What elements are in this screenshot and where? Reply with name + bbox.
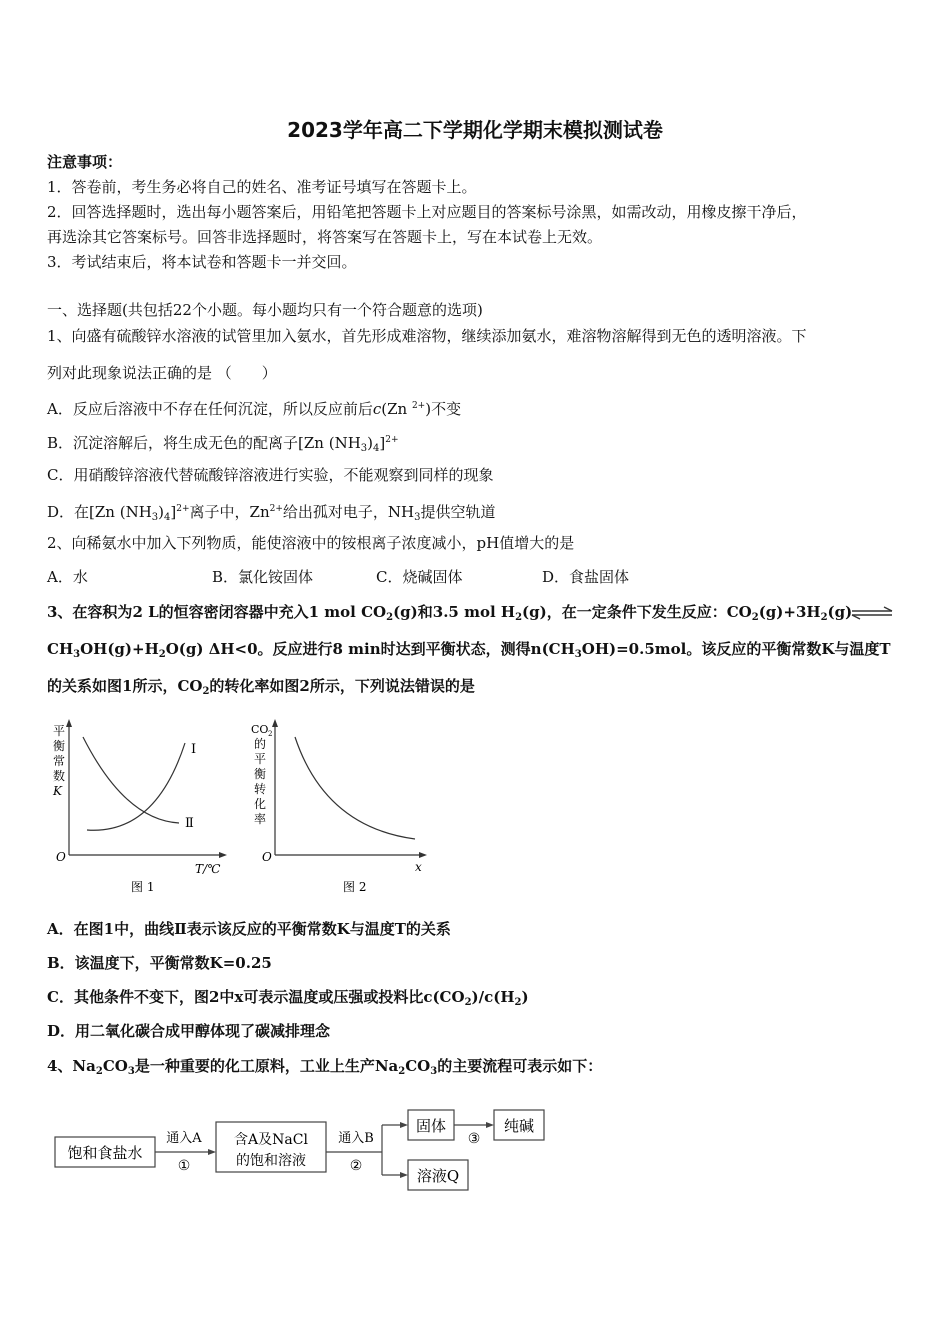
flow-arrow-2-label: 通入B [338, 1131, 374, 1146]
flow-box-solid-label: 固体 [415, 1117, 447, 1135]
notice-item-2: 2．回答选择题时，选出每小题答案后，用铅笔把答题卡上对应题目的答案标号涂黑，如需改动，用橡皮擦干净后， [47, 203, 807, 221]
fig2-y-arrow-icon [272, 719, 278, 727]
fig2-ylabel-char: 率 [254, 812, 267, 826]
q3-option-c: C．其他条件不变下，图2中x可表示温度或压强或投料比$c(CO_2)/c(H_2)$ [47, 988, 529, 1008]
fig1-curve-2-label: Ⅱ [185, 816, 194, 831]
flow-box-mixture-label-2: 的饱和溶液 [236, 1153, 306, 1169]
q1-stem-line2: 列对此现象说法正确的是 （ ） [47, 364, 277, 382]
q2-option-a: A．水 [47, 568, 88, 586]
flow-box-soda-label: 纯碱 [503, 1117, 535, 1135]
fig1-ylabel-char: 常 [53, 754, 66, 768]
q1-option-a: A．反应后溶液中不存在任何沉淀，所以反应前后c(Zn $^{2+}$)不变 [47, 400, 462, 418]
q1-option-d: D．在[Zn $(NH_3)_4]^{2+}$离子中，$Zn^{2+}$给出孤对电子，$NH_3$提供空轨道 [47, 503, 496, 523]
q3-option-b: B．该温度下，平衡常数K=0.25 [47, 954, 272, 972]
q4-stem: 4、$Na_2CO_3$是一种重要的化工原料，工业上生产$Na_2CO_3$的主要流程可表示如下： [47, 1057, 603, 1077]
flow-arrow-3-head-icon [486, 1122, 494, 1128]
fig2-ylabel-char: 平 [254, 752, 267, 766]
notice-item-2-cont: 再选涂其它答案标号。回答非选择题时，将答案写在答题卡上，写在本试卷上无效。 [47, 228, 603, 246]
flow-box-solution-q-label: 溶液Q [416, 1167, 460, 1185]
flow-arrow-1-head-icon [208, 1149, 216, 1155]
notice-item-3: 3．考试结束后，将本试卷和答题卡一并交回。 [47, 253, 357, 271]
flow-box-mixture-label-1: 含A及NaCl [234, 1132, 308, 1148]
q1-option-c: C．用硝酸锌溶液代替硫酸锌溶液进行实验，不能观察到同样的现象 [47, 466, 494, 484]
fig2-xlabel: x [415, 860, 422, 874]
fig1-ylabel-char: K [53, 784, 62, 798]
q3-option-a: A．在图1中，曲线Ⅱ表示该反应的平衡常数K与温度T的关系 [47, 920, 451, 938]
fig2-origin: O [262, 850, 272, 864]
q3-option-d: D．用二氧化碳合成甲醇体现了碳减排理念 [47, 1022, 331, 1040]
flow-box-brine-label: 饱和食盐水 [67, 1144, 143, 1162]
figure-2 [245, 715, 435, 900]
fig2-ylabel-char: 化 [254, 797, 267, 811]
fig1-curve-2 [83, 737, 179, 823]
q2-option-c: C．烧碱固体 [376, 568, 463, 586]
fig1-ylabel-char: 平 [53, 724, 66, 738]
fig2-curve [295, 737, 415, 839]
equilibrium-arrow-icon [850, 605, 894, 621]
q3-stem-line3: 的关系如图1所示，$CO_2$的转化率如图2所示，下列说法错误的是 [47, 677, 475, 697]
fig2-ylabel-char: 转 [254, 782, 267, 796]
fig1-curve-1-label: Ⅰ [191, 742, 197, 757]
q3-stem-line1: 3、在容积为2 L的恒容密闭容器中充入1 mol $CO_2(g)$和3.5 mol $H_2(g)$，在一定条件下发生反应：$CO_2(g)+3H_2(g)$ [47, 603, 853, 623]
q1-option-b: B．沉淀溶解后，将生成无色的配离子[Zn $(NH_3)_4]^{2+}$ [47, 434, 399, 454]
fig1-x-arrow-icon [219, 852, 227, 858]
fig1-ylabel-char: 数 [53, 769, 66, 783]
fig2-x-arrow-icon [419, 852, 427, 858]
fig2-ylabel-char: CO [251, 723, 269, 736]
flow-branch-bottom-head-icon [400, 1172, 408, 1178]
fig2-ylabel-sub: 2 [268, 730, 273, 738]
q2-option-d: D．食盐固体 [542, 568, 630, 586]
flow-step-1: ① [177, 1158, 191, 1174]
notice-heading: 注意事项： [47, 153, 123, 171]
fig1-origin: O [56, 850, 66, 864]
flow-branch-top-head-icon [400, 1122, 408, 1128]
fig1-caption: 图 1 [131, 880, 155, 894]
fig1-xlabel: T/℃ [195, 862, 221, 876]
notice-item-1: 1．答卷前，考生务必将自己的姓名、准考证号填写在答题卡上。 [47, 178, 477, 196]
q2-stem: 2、向稀氨水中加入下列物质，能使溶液中的铵根离子浓度减小，pH值增大的是 [47, 534, 575, 552]
flow-step-3: ③ [467, 1131, 481, 1147]
flow-arrow-1-label: 通入A [166, 1131, 202, 1146]
page-title: 2023学年高二下学期化学期末模拟测试卷 [287, 118, 663, 142]
fig1-curve-1 [87, 743, 185, 830]
fig2-caption: 图 2 [343, 880, 367, 894]
fig2-ylabel-char: 的 [254, 737, 267, 751]
fig1-y-arrow-icon [66, 719, 72, 727]
section-heading: 一、选择题(共包括22个小题。每小题均只有一个符合题意的选项) [47, 301, 483, 319]
flow-step-2: ② [349, 1158, 363, 1174]
q1-stem-line1: 1、向盛有硫酸锌水溶液的试管里加入氨水，首先形成难溶物，继续添加氨水，难溶物溶解得到无色的透明溶液。下 [47, 327, 807, 345]
figure-1 [45, 715, 235, 900]
fig1-ylabel-char: 衡 [53, 739, 66, 753]
q3-stem-line2: $CH_3OH(g)+H_2O(g)$ ΔH<0。反应进行8 min时达到平衡状态，测得$n(CH_3OH)=0.5mol$。该反应的平衡常数K与温度T [47, 640, 891, 660]
flow-diagram [50, 1100, 560, 1200]
fig2-ylabel-char: 衡 [254, 767, 267, 781]
q2-option-b: B．氯化铵固体 [212, 568, 314, 586]
